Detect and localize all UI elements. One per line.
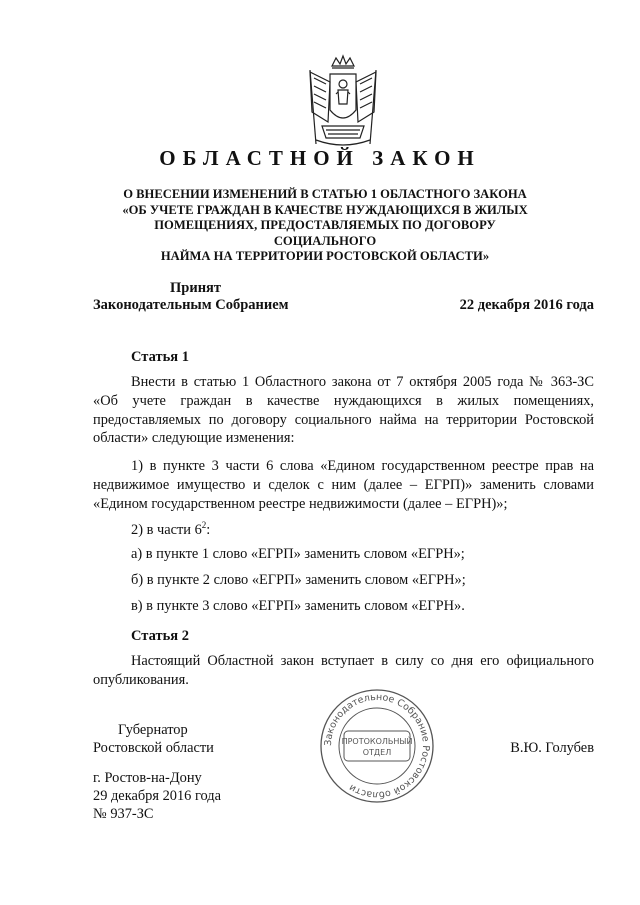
article-1-sub-c: в) в пункте 3 слово «ЕГРП» заменить словом «ЕГРН».	[131, 598, 465, 614]
item-2-suffix: :	[206, 521, 211, 538]
seal-inner-line-1: ПРОТОКОЛЬНЫЙ	[341, 737, 413, 746]
law-title: ОБЛАСТНОЙ ЗАКОН	[159, 146, 481, 170]
item-2-superscript: 2	[201, 520, 207, 530]
article-1-sub-a: а) в пункте 1 слово «ЕГРП» заменить словом «ЕГРН»;	[131, 546, 465, 562]
article-2-text: Настоящий Областной закон вступает в силу со дня его официального опубликования.	[93, 653, 594, 688]
article-1-item-1: 1) в пункте 3 части 6 слова «Едином государственном реестре прав на недвижимое имущество и сделок с ним (далее – ЕГРП)» заменить словами «Едином государственном реестре недвижимости (далее – ЕГРН)»;	[93, 458, 594, 512]
signing-date: 29 декабря 2016 года	[93, 788, 222, 804]
governor-region: Ростовской области	[93, 740, 214, 756]
adoption-city: г. Ростов-на-Дону	[93, 770, 202, 786]
subject-line: ПОМЕЩЕНИЯХ, ПРЕДОСТАВЛЯЕМЫХ ПО ДОГОВОРУ СОЦИАЛЬНОГО	[154, 218, 496, 248]
coat-of-arms-emblem	[300, 52, 386, 152]
governor-name: В.Ю. Голубев	[510, 740, 594, 756]
adopted-date: 22 декабря 2016 года	[459, 297, 594, 313]
article-1-heading: Статья 1	[131, 349, 189, 365]
seal-inner-line-2: ОТДЕЛ	[362, 748, 392, 757]
seal-ring-text: Законодательное Собрание Ростовской области	[322, 691, 432, 801]
adopted-label: Принят	[170, 280, 222, 296]
article-2-heading: Статья 2	[131, 628, 189, 644]
governor-title: Губернатор	[118, 722, 188, 738]
item-2-prefix: 2) в части 6	[131, 521, 202, 538]
article-1-sub-b: б) в пункте 2 слово «ЕГРП» заменить словом «ЕГРН»;	[131, 572, 466, 588]
article-1-intro: Внести в статью 1 Областного закона от 7 октября 2005 года № 363-ЗС «Об учете граждан в качестве нуждающихся в жилых помещениях, предоставляемых по договору социального найма на территории Ростовской области» следующие изменения:	[93, 374, 594, 447]
subject-line: «ОБ УЧЕТЕ ГРАЖДАН В КАЧЕСТВЕ НУЖДАЮЩИХСЯ В ЖИЛЫХ	[122, 202, 528, 217]
adopted-by: Законодательным Собранием	[93, 297, 289, 313]
subject-line: НАЙМА НА ТЕРРИТОРИИ РОСТОВСКОЙ ОБЛАСТИ»	[160, 249, 490, 263]
official-seal-stamp	[318, 687, 436, 805]
article-1-item-2	[131, 520, 210, 539]
subject-line: О ВНЕСЕНИИ ИЗМЕНЕНИЙ В СТАТЬЮ 1 ОБЛАСТНОГО ЗАКОНА	[123, 187, 527, 201]
law-subject	[110, 187, 540, 265]
law-number: № 937-ЗС	[93, 806, 154, 822]
